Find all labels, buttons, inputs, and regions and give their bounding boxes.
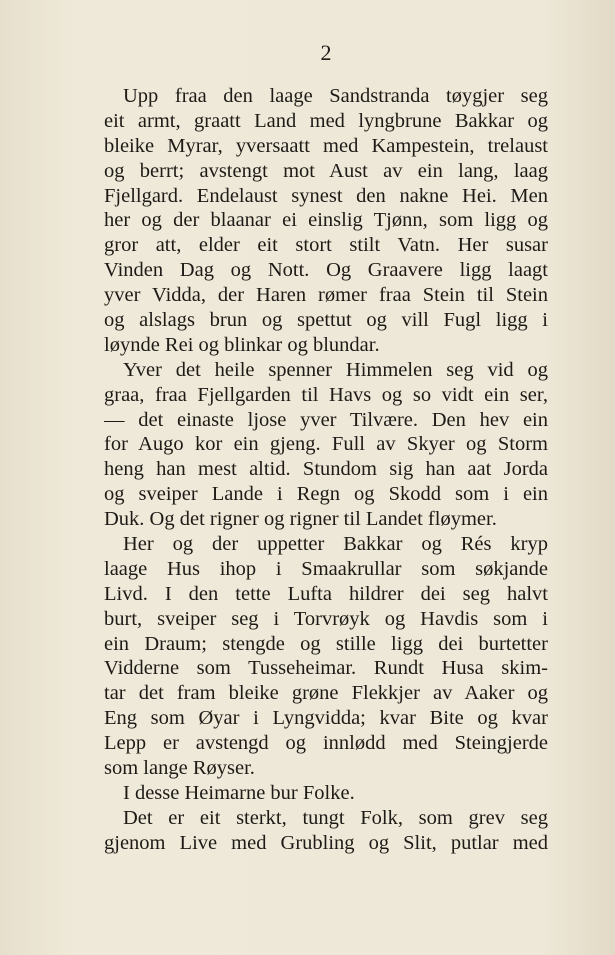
text-line: yver Vidda, der Haren rømer fraa Stein til Stein xyxy=(104,284,548,307)
page-number: 2 xyxy=(320,40,332,65)
body-text xyxy=(104,84,548,856)
text-line: Eng som Øyar i Lyngvidda; kvar Bite og kvar xyxy=(104,707,548,730)
text-line: eit armt, graatt Land med lyngbrune Bakkar og xyxy=(104,109,548,132)
text-line: løynde Rei og blinkar og blundar. xyxy=(104,333,380,356)
text-line: tar det fram bleike grøne Flekkjer av Aaker og xyxy=(104,682,548,705)
text-line: og alslags brun og spettut og vill Fugl ligg i xyxy=(104,309,548,332)
text-line: for Augo kor ein gjeng. Full av Skyer og Storm xyxy=(104,433,548,456)
text-line: Upp fraa den laage Sandstranda tøygjer seg xyxy=(123,85,548,107)
text-line: ein Draum; stengde og stille ligg dei burtetter xyxy=(104,632,548,655)
text-line: Vinden Dag og Nott. Og Graavere ligg laagt xyxy=(104,259,548,282)
text-line: Duk. Og det rigner og rigner til Landet fløymer. xyxy=(104,508,497,531)
text-line: og berrt; avstengt mot Aust av ein lang, laag xyxy=(104,159,548,182)
text-line: her og der blaanar ei einslig Tjønn, som ligg og xyxy=(104,209,548,232)
text-line: I desse Heimarne bur Folke. xyxy=(123,781,355,804)
text-line: Det er eit sterkt, tungt Folk, som grev seg xyxy=(123,806,548,829)
text-line: Yver det heile spenner Himmelen seg vid og xyxy=(123,358,548,381)
text-line: — det einaste ljose yver Tilvære. Den hev ein xyxy=(104,408,548,431)
text-line: Her og der uppetter Bakkar og Rés kryp xyxy=(123,533,548,556)
text-line: Livd. I den tette Lufta hildrer dei seg halvt xyxy=(104,582,548,605)
text-line: laage Hus ihop i Smaakrullar som søkjande xyxy=(104,557,548,580)
text-line: burt, sveiper seg i Torvrøyk og Havdis som i xyxy=(104,607,548,630)
text-line: og sveiper Lande i Regn og Skodd som i ein xyxy=(104,483,548,506)
text-line: gjenom Live med Grubling og Slit, putlar med xyxy=(104,831,548,854)
text-line: Fjellgard. Endelaust synest den nakne Hei. Men xyxy=(104,184,548,207)
text-line: som lange Røyser. xyxy=(104,757,255,780)
text-line: Lepp er avstengd og innlødd med Steingjerde xyxy=(104,732,548,755)
text-line: bleike Myrar, yversaatt med Kampestein, trelaust xyxy=(104,134,548,157)
text-line: graa, fraa Fjellgarden til Havs og so vidt ein ser, xyxy=(104,383,548,406)
text-line: Vidderne som Tusseheimar. Rundt Husa skim- xyxy=(104,657,548,680)
text-line: gror att, elder eit stort stilt Vatn. Her susar xyxy=(104,234,548,257)
text-line: heng han mest altid. Stundom sig han aat Jorda xyxy=(104,458,548,481)
